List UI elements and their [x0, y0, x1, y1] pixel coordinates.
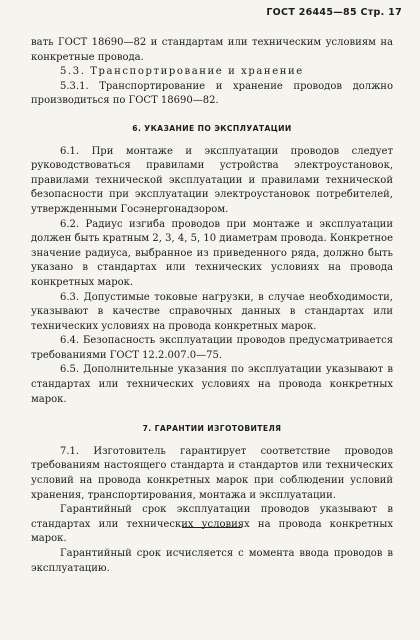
paragraph-7-3: Гарантийный срок исчисляется с момента ввода проводов в эксплуатацию.: [31, 548, 393, 574]
paragraph-7-2: Гарантийный срок эксплуатации проводов указывают в стандартах или технических условиях на провода конкретных марок.: [31, 504, 393, 545]
paragraph-6-2: 6.2. Радиус изгиба проводов при монтаже и эксплуатации должен быть кратным 2, 3, 4, 5, 10 диаметрам провода. Конкретное значение радиуса, выбранное из приведенного ряда, должно быть указано в стандартах или технических условиях на провода конкретных марок.: [31, 218, 393, 288]
paragraph-6-3: 6.3. Допустимые токовые нагрузки, в случае необходимости, указывают в качестве справочных данных в стандартах или технических условиях на провода конкретных марок.: [31, 291, 393, 332]
paragraph-6-1: 6.1. При монтаже и эксплуатации проводов следует руководствоваться правилами устройства электроустановок, правилами технической эксплуатации и правилами технической безопасности при эксплуатации электроустановок потребителей, утвержденными Госэнергонадзором.: [31, 145, 393, 215]
section-heading-7: 7. ГАРАНТИИ ИЗГОТОВИТЕЛЯ: [142, 424, 282, 434]
end-rule: [182, 527, 242, 528]
section-heading-6: 6. УКАЗАНИЕ ПО ЭКСПЛУАТАЦИИ: [132, 123, 292, 133]
paragraph-6-5: 6.5. Дополнительные указания по эксплуатации указывают в стандартах или технических условиях на провода конкретных марок.: [31, 364, 393, 405]
page-body: [31, 36, 393, 576]
paragraph-5-3-1: 5.3.1. Транспортирование и хранение проводов должно производиться по ГОСТ 18690—82.: [31, 80, 393, 107]
paragraph-7-1: 7.1. Изготовитель гарантирует соответствие проводов требованиям настоящего стандарта и стандартов или технических условий на провода конкретных марок при соблюдении условий хранения, транспортирования, монтажа и эксплуатации.: [31, 445, 393, 501]
paragraph-continuation: вать ГОСТ 18690—82 и стандартам или техническим условиям на конкретные провода.: [31, 37, 393, 63]
paragraph-5-3: 5.3. Транспортирование и хранение: [60, 66, 304, 78]
page-header: ГОСТ 26445—85 Стр. 17: [266, 7, 402, 18]
paragraph-6-4: 6.4. Безопасность эксплуатации проводов предусматривается требованиями ГОСТ 12.2.007.0—75.: [31, 335, 393, 361]
